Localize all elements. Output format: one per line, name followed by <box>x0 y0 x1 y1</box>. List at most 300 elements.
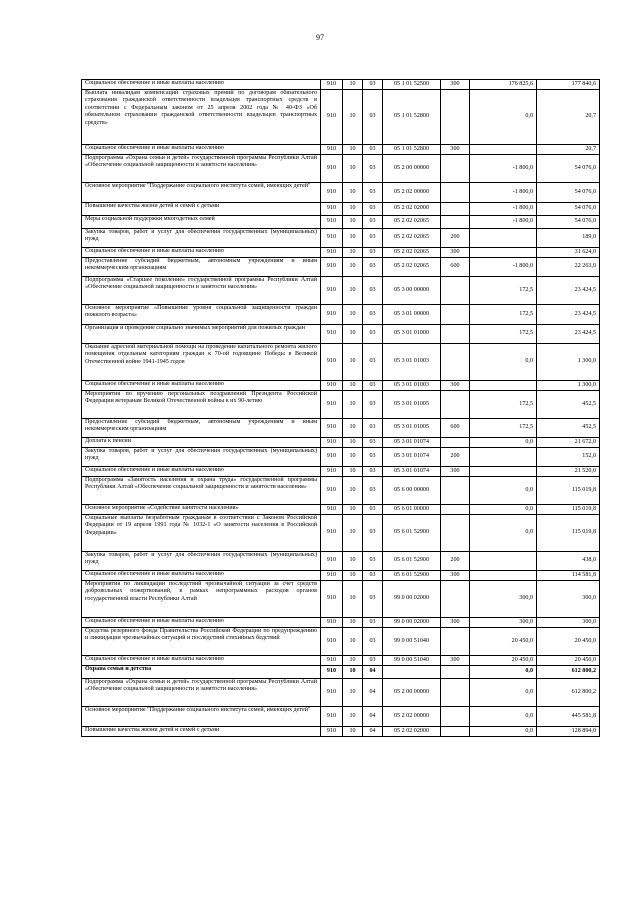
table-row <box>82 90 600 145</box>
total-amount-cell: 23 424,5 <box>537 277 600 305</box>
total-amount-cell: 115 019,8 <box>537 477 600 505</box>
section-code-cell: 10 <box>343 438 363 448</box>
change-amount-cell <box>470 381 537 391</box>
admin-code-cell: 910 <box>321 344 343 381</box>
table-row <box>82 679 600 707</box>
expense-type-cell: 200 <box>441 229 470 248</box>
section-code-cell: 10 <box>343 216 363 229</box>
change-amount-cell <box>470 467 537 477</box>
table-row <box>82 155 600 183</box>
admin-code-cell: 910 <box>321 381 343 391</box>
target-article-cell: 05 2 02 02065 <box>383 258 441 277</box>
admin-code-cell: 910 <box>321 419 343 438</box>
expense-type-cell <box>441 581 470 618</box>
total-amount-cell: 152,0 <box>537 448 600 467</box>
section-code-cell: 10 <box>343 203 363 216</box>
table-row <box>82 305 600 325</box>
row-name-cell: Повышение качества жизни детей и семей с детьми <box>82 727 321 737</box>
subsection-code-cell: 03 <box>363 505 383 515</box>
admin-code-cell: 910 <box>321 438 343 448</box>
expense-type-cell <box>441 515 470 552</box>
subsection-code-cell: 03 <box>363 258 383 277</box>
subsection-code-cell: 03 <box>363 552 383 571</box>
admin-code-cell: 910 <box>321 552 343 571</box>
subsection-code-cell: 03 <box>363 344 383 381</box>
subsection-code-cell: 03 <box>363 448 383 467</box>
section-code-cell: 10 <box>343 628 363 656</box>
expense-type-cell <box>441 505 470 515</box>
expense-type-cell: 300 <box>441 381 470 391</box>
subsection-code-cell: 03 <box>363 477 383 505</box>
total-amount-cell: 452,5 <box>537 391 600 419</box>
table-row <box>82 381 600 391</box>
section-code-cell: 10 <box>343 145 363 155</box>
section-code-cell: 10 <box>343 305 363 325</box>
expense-type-cell <box>441 666 470 679</box>
section-code-cell: 10 <box>343 80 363 90</box>
target-article-cell: 05 2 02 00000 <box>383 183 441 203</box>
section-code-cell: 10 <box>343 258 363 277</box>
section-code-cell: 10 <box>343 581 363 618</box>
table-row <box>82 229 600 248</box>
table-row <box>82 183 600 203</box>
table-row <box>82 571 600 581</box>
admin-code-cell: 910 <box>321 515 343 552</box>
table-body <box>82 80 600 737</box>
target-article-cell: 05 2 00 00000 <box>383 155 441 183</box>
target-article-cell: 05 3 01 01003 <box>383 381 441 391</box>
row-name-cell: Повышение качества жизни детей и семей с детьми <box>82 203 321 216</box>
subsection-code-cell: 03 <box>363 391 383 419</box>
target-article-cell: 05 1 01 52500 <box>383 80 441 90</box>
total-amount-cell: 612 800,2 <box>537 679 600 707</box>
expense-type-cell <box>441 438 470 448</box>
total-amount-cell: 1 300,0 <box>537 344 600 381</box>
row-name-cell: Подпрограмма «Охрана семьи и детей» государственной программы Республики Алтай «Обеспечение социальной защищенности и занятости населения» <box>82 155 321 183</box>
total-amount-cell: 54 076,0 <box>537 203 600 216</box>
admin-code-cell: 910 <box>321 707 343 727</box>
total-amount-cell: 128 894,0 <box>537 727 600 737</box>
row-name-cell: Меры социальной поддержки многодетных семей <box>82 216 321 229</box>
change-amount-cell: -1 800,0 <box>470 216 537 229</box>
target-article-cell: 99 0 00 51040 <box>383 656 441 666</box>
section-code-cell: 10 <box>343 391 363 419</box>
target-article-cell <box>383 666 441 679</box>
admin-code-cell: 910 <box>321 155 343 183</box>
section-code-cell: 10 <box>343 277 363 305</box>
total-amount-cell: 300,0 <box>537 618 600 628</box>
target-article-cell: 05 3 00 00000 <box>383 277 441 305</box>
admin-code-cell: 910 <box>321 618 343 628</box>
row-name-cell: Подпрограмма «Охрана семьи и детей» государственной программы Республики Алтай «Обеспечение социальной защищенности и занятости населения» <box>82 679 321 707</box>
row-name-cell: Основное мероприятие "Поддержание социального института семей, имеющих детей" <box>82 707 321 727</box>
section-code-cell: 10 <box>343 505 363 515</box>
expense-type-cell: 300 <box>441 248 470 258</box>
target-article-cell: 05 3 01 01074 <box>383 438 441 448</box>
admin-code-cell: 910 <box>321 325 343 344</box>
expense-type-cell <box>441 155 470 183</box>
row-name-cell: Охрана семьи и детства <box>82 666 321 679</box>
subsection-code-cell: 03 <box>363 216 383 229</box>
subsection-code-cell: 03 <box>363 581 383 618</box>
section-code-cell: 10 <box>343 381 363 391</box>
change-amount-cell: -1 800,0 <box>470 203 537 216</box>
expense-type-cell <box>441 679 470 707</box>
subsection-code-cell: 03 <box>363 438 383 448</box>
total-amount-cell: 20,7 <box>537 145 600 155</box>
total-amount-cell: 612 800,2 <box>537 666 600 679</box>
admin-code-cell: 910 <box>321 448 343 467</box>
section-code-cell: 10 <box>343 618 363 628</box>
row-name-cell: Основное мероприятие «Содействие занятости населения» <box>82 505 321 515</box>
table-row <box>82 467 600 477</box>
expense-type-cell: 300 <box>441 467 470 477</box>
subsection-code-cell: 03 <box>363 203 383 216</box>
target-article-cell: 05 6 01 52900 <box>383 571 441 581</box>
table-row <box>82 448 600 467</box>
total-amount-cell: 114 581,8 <box>537 571 600 581</box>
expense-type-cell: 600 <box>441 258 470 277</box>
target-article-cell: 05 3 01 01003 <box>383 344 441 381</box>
target-article-cell: 05 1 01 52800 <box>383 145 441 155</box>
total-amount-cell: 21 520,0 <box>537 467 600 477</box>
change-amount-cell: 0,0 <box>470 679 537 707</box>
admin-code-cell: 910 <box>321 391 343 419</box>
admin-code-cell: 910 <box>321 666 343 679</box>
change-amount-cell: 300,0 <box>470 581 537 618</box>
section-code-cell: 10 <box>343 448 363 467</box>
section-code-cell: 10 <box>343 90 363 145</box>
expense-type-cell <box>441 305 470 325</box>
change-amount-cell: 0,0 <box>470 707 537 727</box>
target-article-cell: 05 2 02 02000 <box>383 727 441 737</box>
subsection-code-cell: 04 <box>363 707 383 727</box>
target-article-cell: 05 6 01 52900 <box>383 552 441 571</box>
row-name-cell: Социальное обеспечение и иные выплаты населению <box>82 467 321 477</box>
table-row <box>82 505 600 515</box>
subsection-code-cell: 04 <box>363 666 383 679</box>
total-amount-cell: 22 263,0 <box>537 258 600 277</box>
subsection-code-cell: 03 <box>363 277 383 305</box>
section-code-cell: 10 <box>343 552 363 571</box>
change-amount-cell: 300,0 <box>470 618 537 628</box>
target-article-cell: 05 1 01 52800 <box>383 90 441 145</box>
change-amount-cell: 0,0 <box>470 505 537 515</box>
change-amount-cell: -1 800,0 <box>470 183 537 203</box>
total-amount-cell: 21 672,0 <box>537 438 600 448</box>
admin-code-cell: 910 <box>321 216 343 229</box>
table-row <box>82 477 600 505</box>
table-row <box>82 80 600 90</box>
subsection-code-cell: 03 <box>363 419 383 438</box>
admin-code-cell: 910 <box>321 277 343 305</box>
table-row <box>82 515 600 552</box>
target-article-cell: 05 3 01 01074 <box>383 448 441 467</box>
row-name-cell: Социальное обеспечение и иные выплаты населению <box>82 145 321 155</box>
change-amount-cell: 0,0 <box>470 438 537 448</box>
subsection-code-cell: 03 <box>363 325 383 344</box>
subsection-code-cell: 04 <box>363 679 383 707</box>
change-amount-cell: 172,5 <box>470 277 537 305</box>
table-row <box>82 707 600 727</box>
expense-type-cell <box>441 183 470 203</box>
expense-type-cell <box>441 707 470 727</box>
table-row <box>82 344 600 381</box>
row-name-cell: Социальное обеспечение и иные выплаты населению <box>82 618 321 628</box>
row-name-cell: Закупка товаров, работ и услуг для обеспечения государственных (муниципальных) нужд <box>82 552 321 571</box>
subsection-code-cell: 03 <box>363 155 383 183</box>
table-row <box>82 145 600 155</box>
change-amount-cell: 20 450,0 <box>470 656 537 666</box>
table-row <box>82 325 600 344</box>
admin-code-cell: 910 <box>321 656 343 666</box>
expense-type-cell <box>441 203 470 216</box>
target-article-cell: 05 2 02 02065 <box>383 216 441 229</box>
table-row <box>82 618 600 628</box>
table-row <box>82 727 600 737</box>
total-amount-cell: 438,0 <box>537 552 600 571</box>
change-amount-cell: 0,0 <box>470 666 537 679</box>
row-name-cell: Предоставление субсидий бюджетным, автономным учреждениям и иным некоммерческим организациям <box>82 258 321 277</box>
target-article-cell: 05 2 02 00000 <box>383 707 441 727</box>
expense-type-cell: 300 <box>441 80 470 90</box>
subsection-code-cell: 03 <box>363 571 383 581</box>
admin-code-cell: 910 <box>321 727 343 737</box>
expense-type-cell <box>441 628 470 656</box>
table-row <box>82 216 600 229</box>
table-row <box>82 248 600 258</box>
section-code-cell: 10 <box>343 656 363 666</box>
row-name-cell: Мероприятия по ликвидации последствий чрезвычайной ситуации за счет средств добровольных пожертвований, в рамках непрограммных расходов органов государственной власти Республики Алтай <box>82 581 321 618</box>
change-amount-cell: 0,0 <box>470 477 537 505</box>
admin-code-cell: 910 <box>321 183 343 203</box>
row-name-cell: Социальное обеспечение и иные выплаты населению <box>82 80 321 90</box>
row-name-cell: Основное мероприятие «Повышение уровня социальной защищенности граждан пожилого возраста» <box>82 305 321 325</box>
admin-code-cell: 910 <box>321 679 343 707</box>
subsection-code-cell: 03 <box>363 628 383 656</box>
section-code-cell: 10 <box>343 248 363 258</box>
row-name-cell: Оказание адресной материальной помощи на проведение капитального ремонта жилого помещения отдельным категориям граждан к 70-ой годовщине Победы в Великой Отечественной войне 1941-1945 годов <box>82 344 321 381</box>
subsection-code-cell: 03 <box>363 145 383 155</box>
row-name-cell: Мероприятия по вручению персональных поздравлений Президента Российской Федерации ветеранам Великой Отечественной войны к их 90-летию <box>82 391 321 419</box>
change-amount-cell <box>470 552 537 571</box>
expense-type-cell <box>441 344 470 381</box>
total-amount-cell: 31 624,0 <box>537 248 600 258</box>
expense-type-cell: 300 <box>441 145 470 155</box>
expense-type-cell <box>441 90 470 145</box>
target-article-cell: 05 2 02 02065 <box>383 248 441 258</box>
total-amount-cell: 54 076,0 <box>537 216 600 229</box>
admin-code-cell: 910 <box>321 305 343 325</box>
table-row <box>82 666 600 679</box>
target-article-cell: 05 3 01 01005 <box>383 391 441 419</box>
expense-type-cell <box>441 391 470 419</box>
admin-code-cell: 910 <box>321 248 343 258</box>
change-amount-cell: 172,5 <box>470 325 537 344</box>
change-amount-cell: 172,5 <box>470 419 537 438</box>
change-amount-cell <box>470 229 537 248</box>
section-code-cell: 10 <box>343 325 363 344</box>
row-name-cell: Средства резервного фонда Правительства Российской Федерации по предупреждению и ликвидации чрезвычайных ситуаций и последствий стихийных бедствий <box>82 628 321 656</box>
change-amount-cell: -1 800,0 <box>470 155 537 183</box>
subsection-code-cell: 04 <box>363 727 383 737</box>
expense-type-cell <box>441 216 470 229</box>
section-code-cell: 10 <box>343 571 363 581</box>
change-amount-cell: -1 800,0 <box>470 258 537 277</box>
target-article-cell: 05 2 02 02000 <box>383 203 441 216</box>
table-row <box>82 391 600 419</box>
subsection-code-cell: 03 <box>363 80 383 90</box>
subsection-code-cell: 03 <box>363 467 383 477</box>
table-row <box>82 258 600 277</box>
target-article-cell: 05 3 01 01074 <box>383 467 441 477</box>
row-name-cell: Доплата к пенсии <box>82 438 321 448</box>
target-article-cell: 99 0 00 51040 <box>383 628 441 656</box>
target-article-cell: 05 6 00 00000 <box>383 477 441 505</box>
admin-code-cell: 910 <box>321 581 343 618</box>
table-row <box>82 581 600 618</box>
admin-code-cell: 910 <box>321 571 343 581</box>
row-name-cell: Основное мероприятие "Поддержание социального института семей, имеющих детей" <box>82 183 321 203</box>
table-row <box>82 419 600 438</box>
row-name-cell: Выплата инвалидам компенсаций страховых премий по договорам обязательного страхования гражданской ответственности владельцев транспортных средств в соответствии с Федеральным законом от 25 апреля 2002 года № 40-ФЗ «Об обязательном страховании гражданской ответственности владельцев транспортных средств» <box>82 90 321 145</box>
total-amount-cell: 20 450,0 <box>537 656 600 666</box>
table-row <box>82 656 600 666</box>
subsection-code-cell: 03 <box>363 618 383 628</box>
total-amount-cell: 23 424,5 <box>537 325 600 344</box>
change-amount-cell: 172,5 <box>470 391 537 419</box>
change-amount-cell: 0,0 <box>470 727 537 737</box>
admin-code-cell: 910 <box>321 203 343 216</box>
section-code-cell: 10 <box>343 183 363 203</box>
admin-code-cell: 910 <box>321 90 343 145</box>
admin-code-cell: 910 <box>321 80 343 90</box>
section-code-cell: 10 <box>343 155 363 183</box>
admin-code-cell: 910 <box>321 467 343 477</box>
admin-code-cell: 910 <box>321 477 343 505</box>
table-row <box>82 552 600 571</box>
row-name-cell: Закупка товаров, работ и услуг для обеспечения государственных (муниципальных) нужд <box>82 229 321 248</box>
target-article-cell: 05 3 01 01000 <box>383 325 441 344</box>
admin-code-cell: 910 <box>321 258 343 277</box>
subsection-code-cell: 03 <box>363 229 383 248</box>
table-row <box>82 438 600 448</box>
row-name-cell: Подпрограмма «Занятость населения и охрана труда» государственной программы Республики Алтай «Обеспечение социальной защищенности и занятости населения» <box>82 477 321 505</box>
subsection-code-cell: 03 <box>363 515 383 552</box>
total-amount-cell: 177 840,6 <box>537 80 600 90</box>
target-article-cell: 05 6 01 52900 <box>383 515 441 552</box>
row-name-cell: Социальное обеспечение и иные выплаты населению <box>82 248 321 258</box>
total-amount-cell: 54 076,0 <box>537 155 600 183</box>
section-code-cell: 10 <box>343 419 363 438</box>
target-article-cell: 05 3 01 01005 <box>383 419 441 438</box>
change-amount-cell <box>470 448 537 467</box>
change-amount-cell <box>470 145 537 155</box>
row-name-cell: Социальное обеспечение и иные выплаты населению <box>82 571 321 581</box>
total-amount-cell: 445 581,8 <box>537 707 600 727</box>
change-amount-cell: 176 825,6 <box>470 80 537 90</box>
change-amount-cell <box>470 248 537 258</box>
expense-type-cell: 300 <box>441 571 470 581</box>
subsection-code-cell: 03 <box>363 305 383 325</box>
row-name-cell: Подпрограмма «Старшее поколение» государственной программы Республики Алтай «Обеспечение социальной защищенности и занятости населения» <box>82 277 321 305</box>
expense-type-cell <box>441 325 470 344</box>
section-code-cell: 10 <box>343 229 363 248</box>
subsection-code-cell: 03 <box>363 248 383 258</box>
subsection-code-cell: 03 <box>363 656 383 666</box>
change-amount-cell: 0,0 <box>470 515 537 552</box>
subsection-code-cell: 03 <box>363 381 383 391</box>
target-article-cell: 05 6 01 00000 <box>383 505 441 515</box>
subsection-code-cell: 03 <box>363 90 383 145</box>
table-row <box>82 277 600 305</box>
change-amount-cell: 0,0 <box>470 90 537 145</box>
admin-code-cell: 910 <box>321 628 343 656</box>
total-amount-cell: 54 076,0 <box>537 183 600 203</box>
table-row <box>82 628 600 656</box>
total-amount-cell: 23 424,5 <box>537 305 600 325</box>
expense-type-cell <box>441 727 470 737</box>
section-code-cell: 10 <box>343 707 363 727</box>
change-amount-cell: 0,0 <box>470 344 537 381</box>
target-article-cell: 05 3 01 00000 <box>383 305 441 325</box>
section-code-cell: 10 <box>343 477 363 505</box>
table-row <box>82 203 600 216</box>
row-name-cell: Социальное обеспечение и иные выплаты населению <box>82 656 321 666</box>
expense-type-cell: 200 <box>441 448 470 467</box>
total-amount-cell: 189,0 <box>537 229 600 248</box>
target-article-cell: 05 2 00 00000 <box>383 679 441 707</box>
section-code-cell: 10 <box>343 727 363 737</box>
admin-code-cell: 910 <box>321 229 343 248</box>
change-amount-cell: 172,5 <box>470 305 537 325</box>
expense-type-cell <box>441 277 470 305</box>
total-amount-cell: 115 019,8 <box>537 515 600 552</box>
target-article-cell: 05 2 02 02065 <box>383 229 441 248</box>
admin-code-cell: 910 <box>321 505 343 515</box>
row-name-cell: Закупка товаров, работ и услуг для обеспечения государственных (муниципальных) нужд <box>82 448 321 467</box>
total-amount-cell: 20 450,0 <box>537 628 600 656</box>
row-name-cell: Предоставление субсидий бюджетным, автономным учреждениям и иным некоммерческим организациям <box>82 419 321 438</box>
expense-type-cell: 600 <box>441 419 470 438</box>
target-article-cell: 99 0 00 02000 <box>383 581 441 618</box>
row-name-cell: Социальное обеспечение и иные выплаты населению <box>82 381 321 391</box>
budget-table <box>81 79 600 737</box>
section-code-cell: 10 <box>343 679 363 707</box>
section-code-cell: 10 <box>343 344 363 381</box>
subsection-code-cell: 03 <box>363 183 383 203</box>
expense-type-cell <box>441 477 470 505</box>
admin-code-cell: 910 <box>321 145 343 155</box>
total-amount-cell: 20,7 <box>537 90 600 145</box>
total-amount-cell: 115 019,8 <box>537 505 600 515</box>
change-amount-cell: 20 450,0 <box>470 628 537 656</box>
total-amount-cell: 300,0 <box>537 581 600 618</box>
total-amount-cell: 452,5 <box>537 419 600 438</box>
section-code-cell: 10 <box>343 467 363 477</box>
target-article-cell: 99 0 00 02000 <box>383 618 441 628</box>
total-amount-cell: 1 300,0 <box>537 381 600 391</box>
expense-type-cell: 200 <box>441 552 470 571</box>
expense-type-cell: 300 <box>441 618 470 628</box>
row-name-cell: Социальные выплаты безработным гражданам в соответствии с Законом Российской Федерации от 19 апреля 1991 года № 1032-1 «О занятости населения в Российской Федерации» <box>82 515 321 552</box>
section-code-cell: 10 <box>343 515 363 552</box>
expense-type-cell: 300 <box>441 656 470 666</box>
page-number: 97 <box>316 33 324 42</box>
row-name-cell: Организация и проведение социально значимых мероприятий для пожилых граждан <box>82 325 321 344</box>
section-code-cell: 10 <box>343 666 363 679</box>
change-amount-cell <box>470 571 537 581</box>
